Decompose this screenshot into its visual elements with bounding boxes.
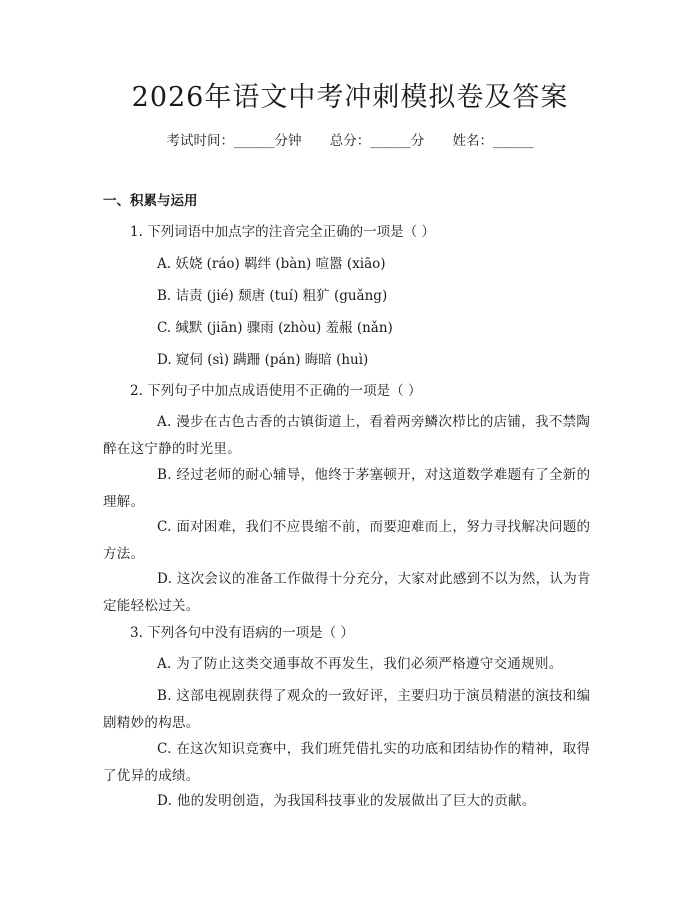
question-1-option-c: C. 缄默 (jiān) 骤雨 (zhòu) 羞赧 (nǎn) <box>157 320 393 336</box>
question-1-option-d: D. 窥伺 (sì) 蹒跚 (pán) 晦暗 (huì) <box>157 352 369 368</box>
question-1-option-b: B. 诘责 (jié) 颓唐 (tuí) 粗犷 (guǎng) <box>157 288 388 304</box>
total-score-field: 总分：______分 <box>329 133 425 149</box>
student-name-field: 姓名：______ <box>452 133 534 149</box>
question-3-stem: 3. 下列各句中没有语病的一项是（ ） <box>130 625 354 641</box>
question-3-option-d: D. 他的发明创造，为我国科技事业的发展做出了巨大的贡献。 <box>157 793 536 809</box>
question-1-option-a: A. 妖娆 (ráo) 羁绊 (bàn) 喧嚣 (xiāo) <box>157 256 386 272</box>
question-3-option-b: B. 这部电视剧获得了观众的一致好评，主要归功于演员精湛的演技和编剧精妙的构思。 <box>103 688 591 731</box>
exam-time-field: 考试时间：______分钟 <box>166 133 302 149</box>
question-3-option-a: A. 为了防止这类交通事故不再发生，我们必须严格遵守交通规则。 <box>157 656 563 672</box>
question-1-stem: 1. 下列词语中加点字的注音完全正确的一项是（ ） <box>130 224 435 240</box>
page-title: 2026年语文中考冲刺模拟卷及答案 <box>131 82 569 113</box>
question-2-option-b: B. 经过老师的耐心辅导，他终于茅塞顿开，对这道数学难题有了全新的理解。 <box>103 467 591 510</box>
section-heading: 一、积累与运用 <box>103 193 198 209</box>
exam-meta <box>0 131 700 151</box>
question-2-option-a: A. 漫步在古色古香的古镇街道上，看着两旁鳞次栉比的店铺，我不禁陶醉在这宁静的时光里。 <box>103 414 591 457</box>
question-2-option-c: C. 面对困难，我们不应畏缩不前，而要迎难而上，努力寻找解决问题的方法。 <box>103 519 591 562</box>
question-2-option-d: D. 这次会议的准备工作做得十分充分，大家对此感到不以为然，认为肯定能轻松过关。 <box>103 571 591 614</box>
question-3-option-c: C. 在这次知识竞赛中，我们班凭借扎实的功底和团结协作的精神，取得了优异的成绩。 <box>103 741 591 784</box>
question-2-stem: 2. 下列句子中加点成语使用不正确的一项是（ ） <box>130 383 422 399</box>
